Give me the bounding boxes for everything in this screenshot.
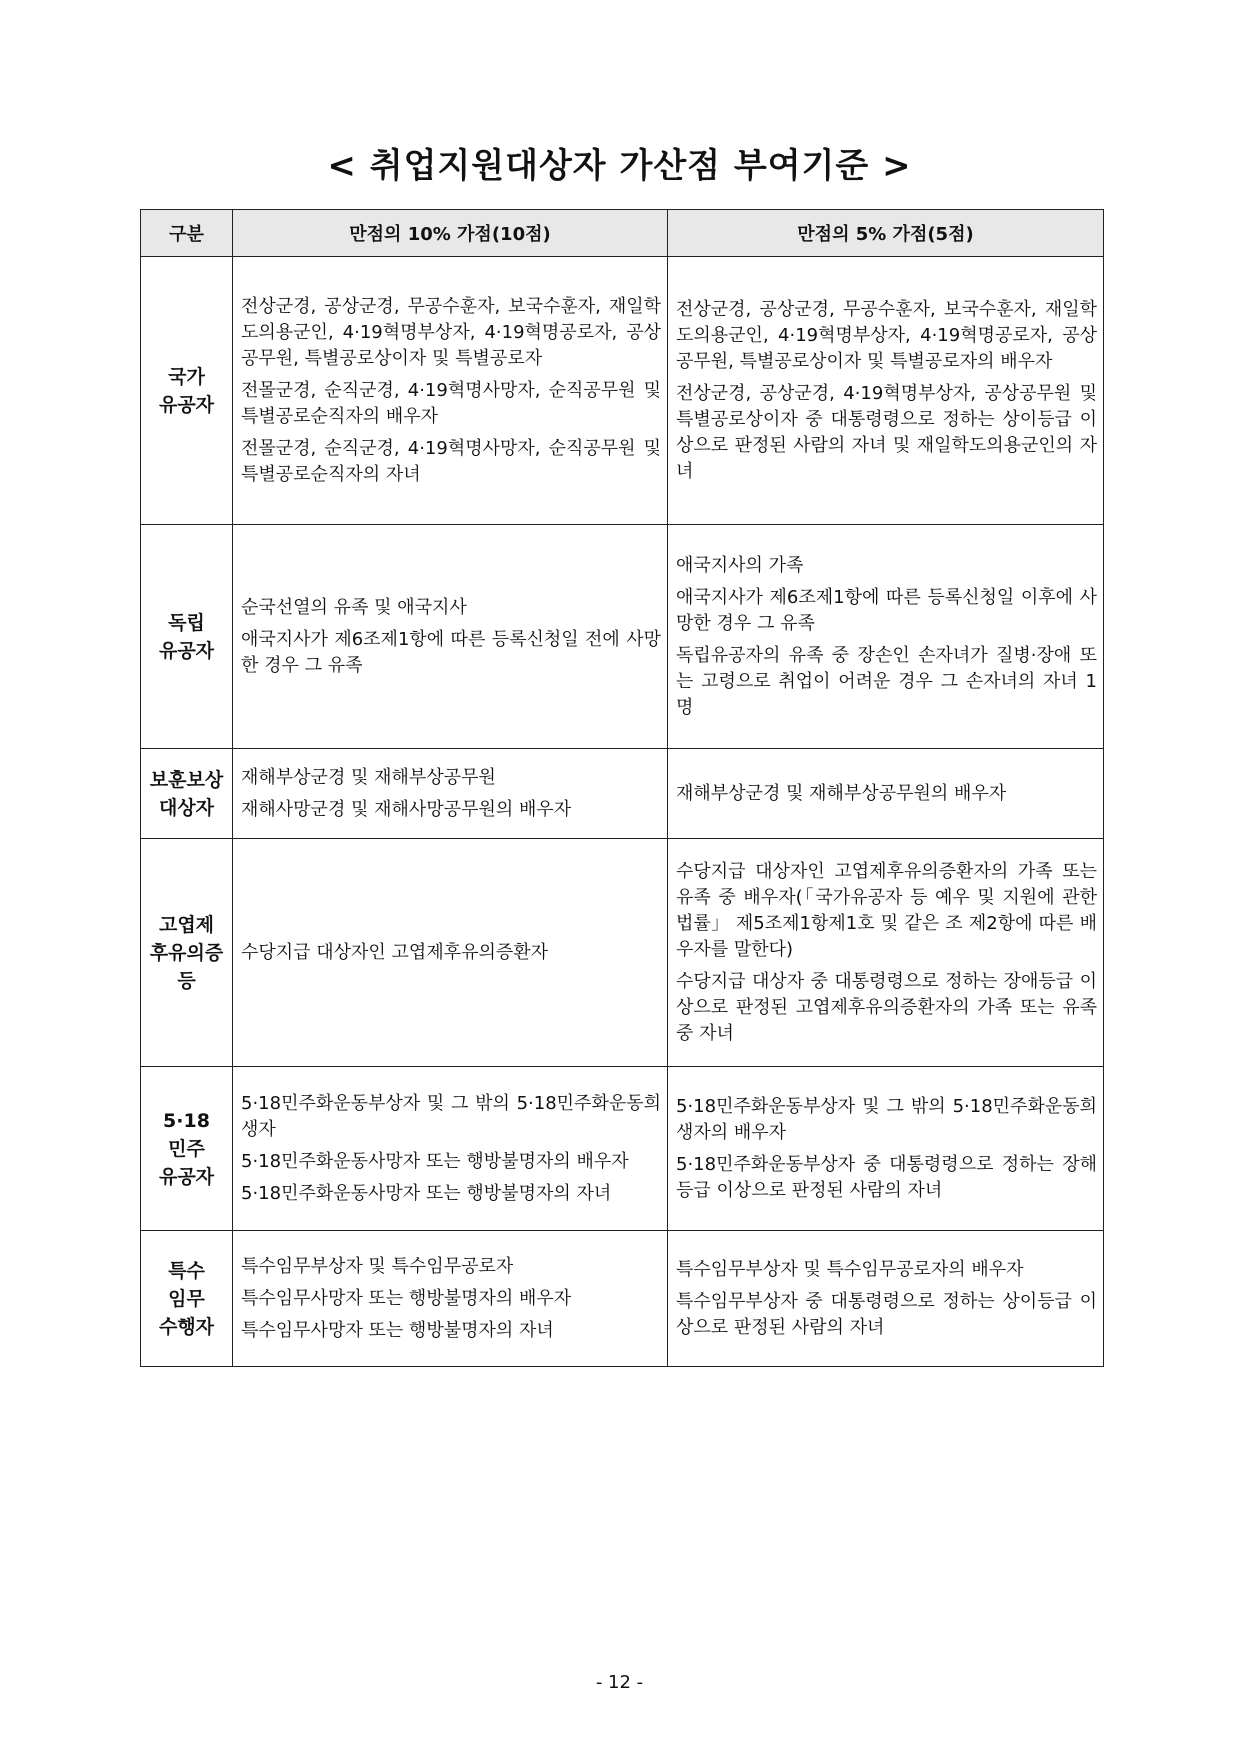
row-category: 특수 임무 수행자 <box>141 1231 233 1367</box>
cell-five-points <box>668 749 1104 839</box>
page-number: - 12 - <box>595 1672 644 1693</box>
cell-five-points <box>668 525 1104 749</box>
page-title: < 취업지원대상자 가산점 부여기준 > <box>327 146 912 186</box>
criteria-item: 전상군경, 공상군경, 무공수훈자, 보국수훈자, 재일학도의용군인, 4·19혁명부상자, 4·19혁명공로자, 공상공무원, 특별공로상이자 및 특별공로자의 배우자 <box>676 298 1097 372</box>
cell-five-points <box>668 257 1104 525</box>
criteria-item: 전상군경, 공상군경, 무공수훈자, 보국수훈자, 재일학도의용군인, 4·19혁명부상자, 4·19혁명공로자, 공상공무원, 특별공로상이자 및 특별공로자 <box>241 295 661 369</box>
header-category: 구분 <box>141 210 233 257</box>
cell-five-points <box>668 1231 1104 1367</box>
cell-five-points <box>668 1067 1104 1231</box>
row-category: 국가 유공자 <box>141 257 233 525</box>
table-row <box>141 1231 1104 1367</box>
cell-ten-points <box>233 839 668 1067</box>
table-header-row <box>141 210 1104 257</box>
criteria-item: 애국지사의 가족 <box>676 554 804 576</box>
criteria-item: 재해사망군경 및 재해사망공무원의 배우자 <box>241 798 572 820</box>
criteria-item: 순국선열의 유족 및 애국지사 <box>241 596 467 618</box>
criteria-item: 독립유공자의 유족 중 장손인 손자녀가 질병·장애 또는 고령으로 취업이 어려운 경우 그 손자녀의 자녀 1명 <box>676 644 1097 718</box>
criteria-item: 특수임무부상자 중 대통령령으로 정하는 상이등급 이상으로 판정된 사람의 자녀 <box>676 1290 1097 1338</box>
header-five-points: 만점의 5% 가점(5점) <box>668 210 1104 257</box>
header-ten-points: 만점의 10% 가점(10점) <box>233 210 668 257</box>
criteria-item: 재해부상군경 및 재해부상공무원의 배우자 <box>676 782 1007 804</box>
criteria-item: 특수임무사망자 또는 행방불명자의 자녀 <box>241 1319 554 1341</box>
cell-ten-points <box>233 1067 668 1231</box>
table-row <box>141 525 1104 749</box>
cell-ten-points <box>233 525 668 749</box>
criteria-item: 수당지급 대상자 중 대통령령으로 정하는 장애등급 이상으로 판정된 고엽제후유의증환자의 가족 또는 유족 중 자녀 <box>676 970 1097 1044</box>
criteria-item: 5·18민주화운동사망자 또는 행방불명자의 자녀 <box>241 1182 612 1204</box>
cell-ten-points <box>233 1231 668 1367</box>
row-category: 보훈보상 대상자 <box>141 749 233 839</box>
criteria-item: 전몰군경, 순직군경, 4·19혁명사망자, 순직공무원 및 특별공로순직자의 자녀 <box>241 437 661 485</box>
table-row <box>141 839 1104 1067</box>
row-category: 독립 유공자 <box>141 525 233 749</box>
table-row <box>141 1067 1104 1231</box>
criteria-item: 5·18민주화운동부상자 및 그 밖의 5·18민주화운동희생자 <box>241 1092 661 1140</box>
criteria-item: 5·18민주화운동부상자 중 대통령령으로 정하는 장해등급 이상으로 판정된 사람의 자녀 <box>676 1153 1097 1201</box>
criteria-item: 5·18민주화운동사망자 또는 행방불명자의 배우자 <box>241 1150 629 1172</box>
criteria-item: 애국지사가 제6조제1항에 따른 등록신청일 이후에 사망한 경우 그 유족 <box>676 586 1097 634</box>
criteria-item: 특수임무부상자 및 특수임무공로자의 배우자 <box>676 1258 1024 1280</box>
cell-five-points <box>668 839 1104 1067</box>
criteria-item: 5·18민주화운동부상자 및 그 밖의 5·18민주화운동희생자의 배우자 <box>676 1095 1097 1143</box>
criteria-item: 수당지급 대상자인 고엽제후유의증환자 <box>241 941 549 963</box>
row-category: 고엽제 후유의증 등 <box>141 839 233 1067</box>
criteria-item: 애국지사가 제6조제1항에 따른 등록신청일 전에 사망한 경우 그 유족 <box>241 628 661 676</box>
criteria-item: 전상군경, 공상군경, 4·19혁명부상자, 공상공무원 및 특별공로상이자 중 대통령령으로 정하는 상이등급 이상으로 판정된 사람의 자녀 및 재일학도의용군인의 자녀 <box>676 382 1097 482</box>
row-category: 5·18 민주 유공자 <box>141 1067 233 1231</box>
table-row <box>141 749 1104 839</box>
criteria-table <box>140 209 1104 1367</box>
cell-ten-points <box>233 749 668 839</box>
criteria-item: 특수임무부상자 및 특수임무공로자 <box>241 1255 514 1277</box>
cell-ten-points <box>233 257 668 525</box>
criteria-item: 전몰군경, 순직군경, 4·19혁명사망자, 순직공무원 및 특별공로순직자의 배우자 <box>241 379 661 427</box>
criteria-item: 재해부상군경 및 재해부상공무원 <box>241 766 496 788</box>
criteria-item: 수당지급 대상자인 고엽제후유의증환자의 가족 또는 유족 중 배우자(「국가유공자 등 예우 및 지원에 관한 법률」 제5조제1항제1호 및 같은 조 제2항에 따른 배우자를 말한다) <box>676 860 1097 960</box>
table-row <box>141 257 1104 525</box>
criteria-item: 특수임무사망자 또는 행방불명자의 배우자 <box>241 1287 572 1309</box>
